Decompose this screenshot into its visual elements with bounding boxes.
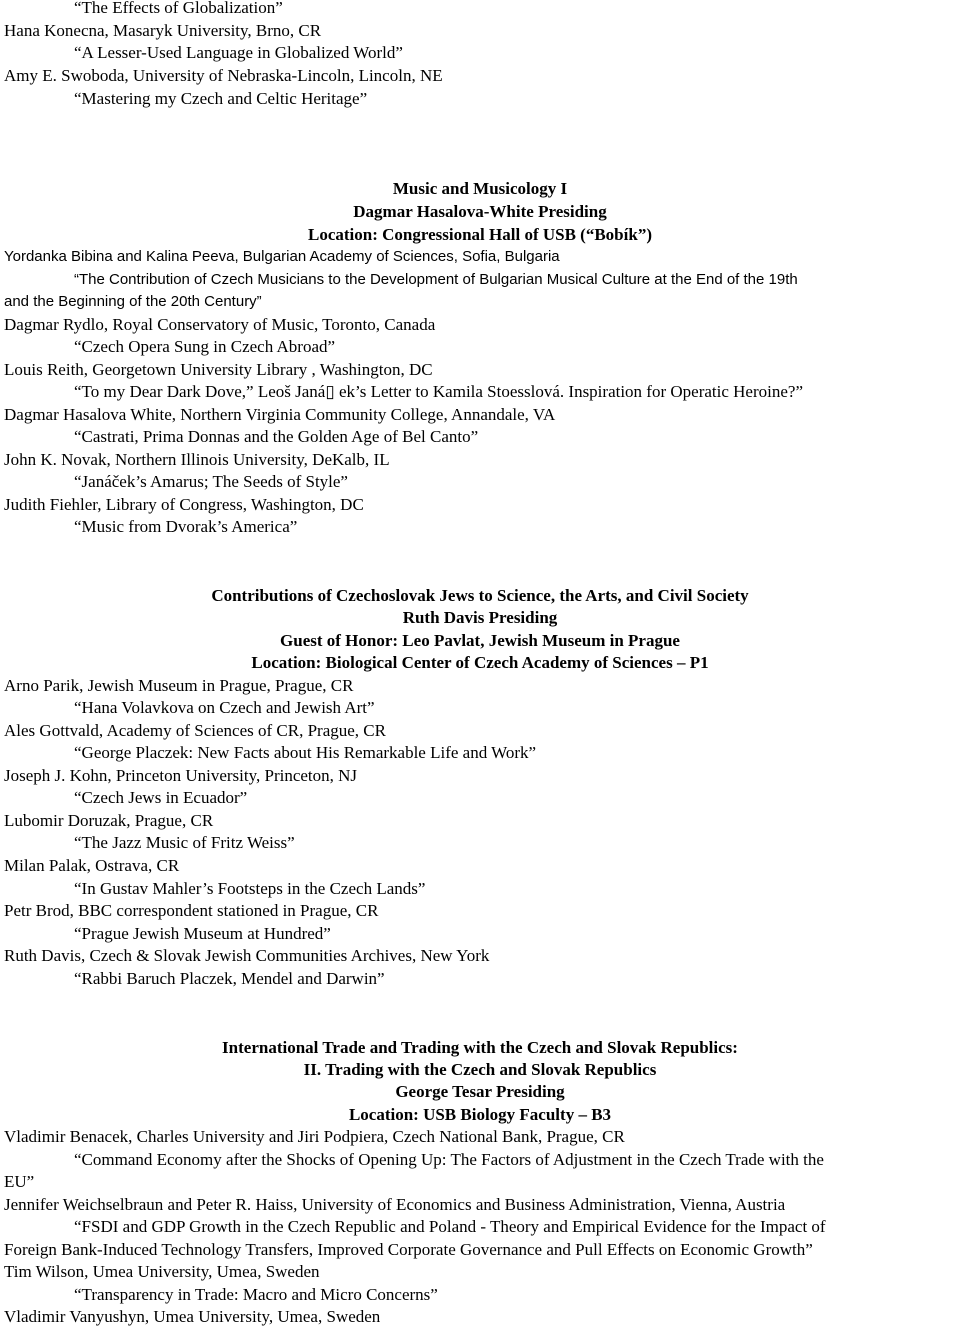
speaker: Amy E. Swoboda, University of Nebraska-Lincoln, Lincoln, NE [4,66,443,85]
talk-title: “Rabbi Baruch Placzek, Mendel and Darwin” [74,969,385,988]
talk-title: “Command Economy after the Shocks of Opening Up: The Factors of Adjustment in the Czech Trade with the [74,1150,824,1169]
speaker: John K. Novak, Northern Illinois University, DeKalb, IL [4,450,390,469]
talk-title: “Castrati, Prima Donnas and the Golden Age of Bel Canto” [74,427,479,446]
speaker: Petr Brod, BBC correspondent stationed in Prague, CR [4,901,379,920]
speaker: Lubomir Doruzak, Prague, CR [4,811,214,830]
speaker: Dagmar Hasalova White, Northern Virginia Community College, Annandale, VA [4,405,556,424]
talk-title: “A Lesser-Used Language in Globalized World” [74,43,403,62]
session-location: Location: Biological Center of Czech Academy of Sciences – P1 [251,653,709,672]
session-presiding: Ruth Davis Presiding [402,608,558,627]
talk-title-continued: and the Beginning of the 20th Century” [4,293,262,310]
speaker: Vladimir Benacek, Charles University and Jiri Podpiera, Czech National Bank, Prague, CR [4,1127,625,1146]
session-guest: Guest of Honor: Leo Pavlat, Jewish Museum in Prague [280,631,680,650]
speaker: Judith Fiehler, Library of Congress, Washington, DC [4,495,364,514]
speaker: Hana Konecna, Masaryk University, Brno, CR [4,21,322,40]
talk-title: “Music from Dvorak’s America” [74,517,298,536]
session-presiding: George Tesar Presiding [395,1082,565,1101]
session-location: Location: USB Biology Faculty – B3 [348,1105,612,1124]
speaker: Milan Palak, Ostrava, CR [4,856,180,875]
speaker: Yordanka Bibina and Kalina Peeva, Bulgarian Academy of Sciences, Sofia, Bulgaria [4,248,560,265]
session-subtitle: II. Trading with the Czech and Slovak Republics [303,1060,657,1079]
session-title: International Trade and Trading with the Czech and Slovak Republics: [222,1038,738,1057]
talk-title: “Mastering my Czech and Celtic Heritage” [74,89,368,108]
speaker: Ruth Davis, Czech & Slovak Jewish Communities Archives, New York [4,946,490,965]
talk-title: “Czech Jews in Ecuador” [74,788,248,807]
talk-title: “Transparency in Trade: Macro and Micro Concerns” [74,1285,438,1304]
session-presiding: Dagmar Hasalova-White Presiding [353,202,607,221]
talk-title: “In Gustav Mahler’s Footsteps in the Czech Lands” [74,879,426,898]
speaker: Tim Wilson, Umea University, Umea, Sweden [4,1262,320,1281]
talk-title: “The Contribution of Czech Musicians to the Development of Bulgarian Musical Culture at the End of the 19th [74,271,798,288]
talk-title: “George Placzek: New Facts about His Remarkable Life and Work” [74,743,537,762]
session-location: Location: Congressional Hall of USB (“Bobík”) [308,225,652,244]
speaker: Jennifer Weichselbraun and Peter R. Haiss, University of Economics and Business Administration, Vienna, Austria [4,1195,786,1214]
speaker: Vladimir Vanyushyn, Umea University, Umea, Sweden [4,1307,381,1326]
speaker: Joseph J. Kohn, Princeton University, Princeton, NJ [4,766,358,785]
talk-title: “FSDI and GDP Growth in the Czech Republic and Poland - Theory and Empirical Evidence for the Impact of [74,1217,826,1236]
talk-title: “Czech Opera Sung in Czech Abroad” [74,337,336,356]
talk-title-continued: Foreign Bank-Induced Technology Transfers, Improved Corporate Governance and Pull Effects on Economic Growth” [4,1240,813,1259]
session-title: Music and Musicology I [392,179,568,198]
speaker: Ales Gottvald, Academy of Sciences of CR, Prague, CR [4,721,386,740]
session-title: Contributions of Czechoslovak Jews to Science, the Arts, and Civil Society [211,586,749,605]
talk-title-continued: EU” [4,1172,35,1191]
talk-title: “To my Dear Dark Dove,” Leoš Janá▯ ek’s Letter to Kamila Stoesslová. Inspiration for Operatic Heroine?” [74,382,803,401]
talk-title: “Hana Volavkova on Czech and Jewish Art” [74,698,375,717]
speaker: Arno Parik, Jewish Museum in Prague, Prague, CR [4,676,354,695]
speaker: Dagmar Rydlo, Royal Conservatory of Music, Toronto, Canada [4,315,436,334]
speaker: Louis Reith, Georgetown University Library , Washington, DC [4,360,433,379]
talk-title: “Janáček’s Amarus; The Seeds of Style” [74,472,348,491]
talk-title: “The Effects of Globalization” [74,0,283,17]
talk-title: “Prague Jewish Museum at Hundred” [74,924,331,943]
talk-title: “The Jazz Music of Fritz Weiss” [74,833,295,852]
